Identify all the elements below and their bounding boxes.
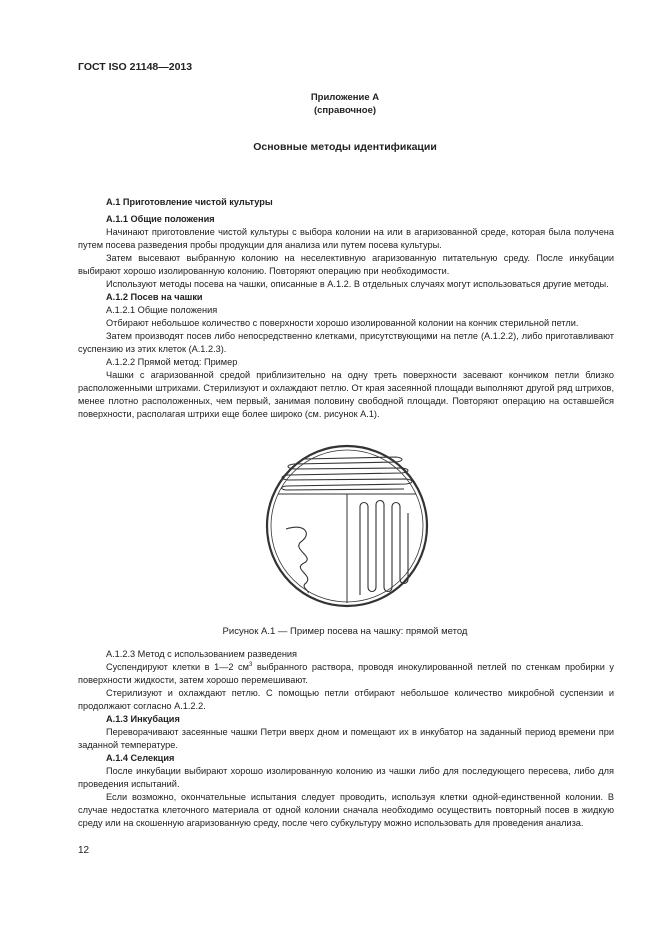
paragraph: Если возможно, окончательные испытания следует проводить, используя клетки одной-единственной колонии. В случае недостатка клеточного материала от одной колонии сначала необходимо осуществить повторный посев в жидкую среду или на скошенную агаризованную среду, после чего субкультуру можно использовать для проведения анализа. [78,792,614,828]
heading-a1-2-1: А.1.2.1 Общие положения [106,305,218,315]
paragraph: После инкубации выбирают хорошо изолированную колонию из чашки либо для последующего пересева, либо для проведения испытаний. [78,766,614,789]
paragraph: Отбирают небольшое количество с поверхности хорошо изолированной колонии на кончик стерильной петли. [106,318,579,328]
heading-a1-2-3: А.1.2.3 Метод с использованием разведения [106,649,298,659]
paragraph: Переворачивают засеянные чашки Петри вверх дном и помещают их в инкубатор на заданный период времени при заданной температуре. [78,727,614,750]
paragraph: Используют методы посева на чашки, описанные в А.1.2. В отдельных случаях могут использоваться другие методы. [106,279,609,289]
heading-a1-1: А.1.1 Общие положения [106,214,215,224]
annex-heading [0,91,661,117]
paragraph: Затем высевают выбранную колонию на неселективную агаризованную питательную среду. После инкубации выбирают хорошо изолированную колонию. Повторяют операцию при необходимости. [78,253,614,276]
heading-a1-2-2: А.1.2.2 Прямой метод: Пример [106,357,238,367]
heading-a1-3: А.1.3 Инкубация [106,714,180,724]
petri-dish-figure [264,437,430,615]
heading-a1: А.1 Приготовление чистой культуры [106,197,273,207]
paragraph-part: Суспендируют клетки в 1—2 см [106,662,249,672]
document-header: ГОСТ ISO 21148—2013 [78,61,193,73]
annex-note: (справочное) [313,105,377,116]
heading-a1-2: А.1.2 Посев на чашки [106,292,203,302]
paragraph [78,661,614,687]
paragraph: Стерилизуют и охлаждают петлю. С помощью петли отбирают небольшое количество микробной суспензии и продолжают согласно А.1.2.2. [78,688,614,711]
section-a1 [78,196,614,421]
paragraph-part: выбранного раствора, проводя инокулированной петлей по стенкам пробирки у поверхности жидкости, затем хорошо перемешивают. [78,662,614,685]
paragraph: Чашки с агаризованной средой приблизительно на одну треть поверхности засевают кончиком петли близко расположенными штрихами. Стерилизуют и охлаждают петлю. От края засеянной площади выполняют другой ряд штрихов, менее плотно расположенных, чем первый, занимая половину свободной площади. Повторяют операцию на оставшейся поверхности, располагая штрихи еще более широко (см. рисунок А.1). [78,370,614,419]
annex-title: Основные методы идентификации [253,141,437,153]
figure-caption: Рисунок А.1 — Пример посева на чашку: прямой метод [222,626,468,637]
page-number: 12 [78,845,90,856]
paragraph: Затем производят посев либо непосредственно клетками, присутствующими на петле (А.1.2.2), либо приготавливают суспензию из этих клеток (А.1.2.3). [78,331,614,354]
paragraph: Начинают приготовление чистой культуры с выбора колонии на или в агаризованной среде, которая была получена путем посева разведения пробы продукции для анализа или путем посева культуры. [78,227,614,250]
heading-a1-4: А.1.4 Селекция [106,753,175,763]
annex-label: Приложение А [310,92,380,103]
section-a1-continued [78,648,614,830]
superscript: 3 [248,661,253,668]
